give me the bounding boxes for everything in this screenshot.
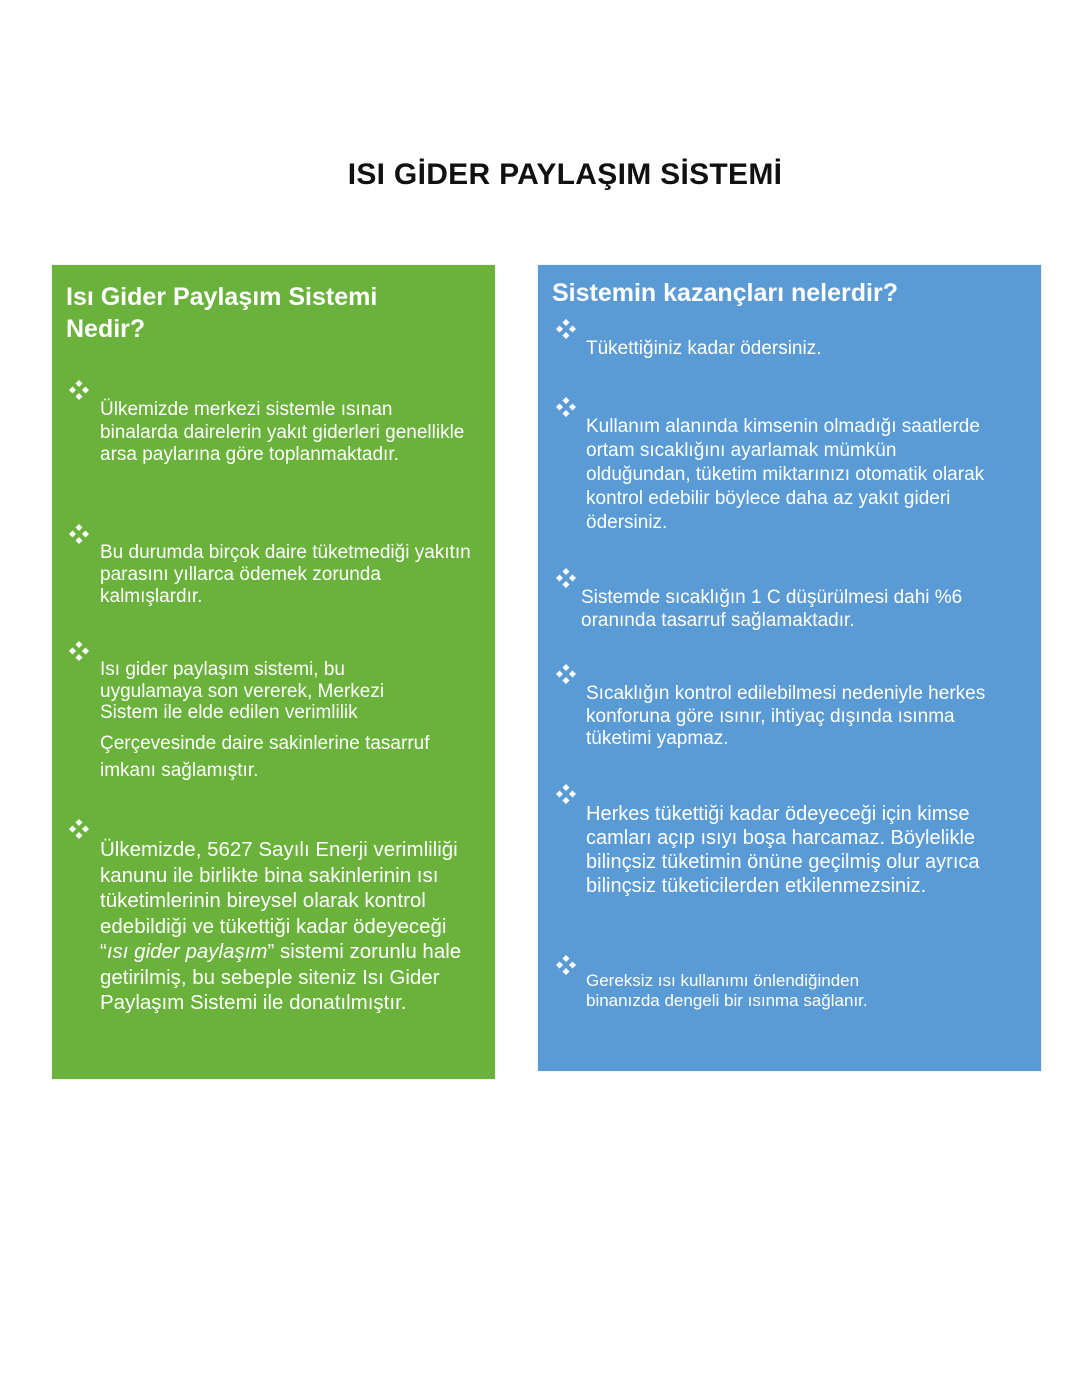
four-diamond-bullet-icon	[555, 783, 577, 805]
benefit-item: Tükettiğiniz kadar ödersiniz.	[586, 338, 822, 359]
four-diamond-bullet-icon	[68, 640, 90, 662]
four-diamond-bullet-icon	[68, 379, 90, 401]
what-is-item: Ülkemizde, 5627 Sayılı Enerji verimliliği kanunu ile birlikte bina sakinlerinin ısı tüketimlerinin bireysel olarak kontrol edebildiği ve tükettiği kadar ödeyeceği “ısı gider paylaşım” sistemi zorunlu hale getirilmiş, bu sebeple siteniz Isı Gider Paylaşım Sistemi ile donatılmıştır.	[100, 838, 462, 1014]
benefit-item: Herkes tükettiği kadar ödeyeceği için kimse camları açıp ısıyı boşa harcamaz. Böylelikle bilinçsiz tüketimin önüne geçilmiş olur ayrıca bilinçsiz tüketicilerden etkilenmezsiniz.	[586, 803, 980, 897]
four-diamond-bullet-icon	[555, 567, 577, 589]
what-is-item: Ülkemizde merkezi sistemle ısınan binalarda dairelerin yakıt giderleri genellikle arsa paylarına göre toplanmaktadır.	[100, 399, 465, 465]
what-is-panel	[52, 265, 495, 1079]
what-is-item: Isı gider paylaşım sistemi, bu uygulamaya son vererek, Merkezi Sistem ile elde edilen verimlilik	[100, 659, 385, 723]
benefit-item: Gereksiz ısı kullanımı önlendiğinden binanızda dengeli bir ısınma sağlanır.	[586, 971, 868, 1010]
four-diamond-bullet-icon	[555, 663, 577, 685]
what-is-item-continued: Çerçevesinde daire sakinlerine tasarruf imkanı sağlamıştır.	[100, 733, 430, 781]
four-diamond-bullet-icon	[555, 318, 577, 340]
what-is-heading: Isı Gider Paylaşım Sistemi Nedir?	[66, 283, 378, 343]
benefits-panel	[538, 265, 1041, 1071]
four-diamond-bullet-icon	[68, 818, 90, 840]
four-diamond-bullet-icon	[555, 396, 577, 418]
page-title: ISI GİDER PAYLAŞIM SİSTEMİ	[347, 158, 783, 191]
what-is-item: Bu durumda birçok daire tüketmediği yakıtın parasını yıllarca ödemek zorunda kalmışlardır.	[100, 542, 471, 607]
benefits-heading: Sistemin kazançları nelerdir?	[552, 279, 898, 307]
four-diamond-bullet-icon	[555, 954, 577, 976]
benefit-item: Sıcaklığın kontrol edilebilmesi nedeniyle herkes konforuna göre ısınır, ihtiyaç dışında ısınma tüketimi yapmaz.	[586, 683, 986, 749]
benefit-item: Sistemde sıcaklığın 1 C düşürülmesi dahi %6 oranında tasarruf sağlamaktadır.	[581, 587, 963, 631]
four-diamond-bullet-icon	[68, 523, 90, 545]
benefit-item: Kullanım alanında kimsenin olmadığı saatlerde ortam sıcaklığını ayarlamak mümkün olduğundan, tüketim miktarınızı otomatik olarak kontrol edebilir böylece daha az yakıt gideri ödersiniz.	[586, 416, 985, 533]
